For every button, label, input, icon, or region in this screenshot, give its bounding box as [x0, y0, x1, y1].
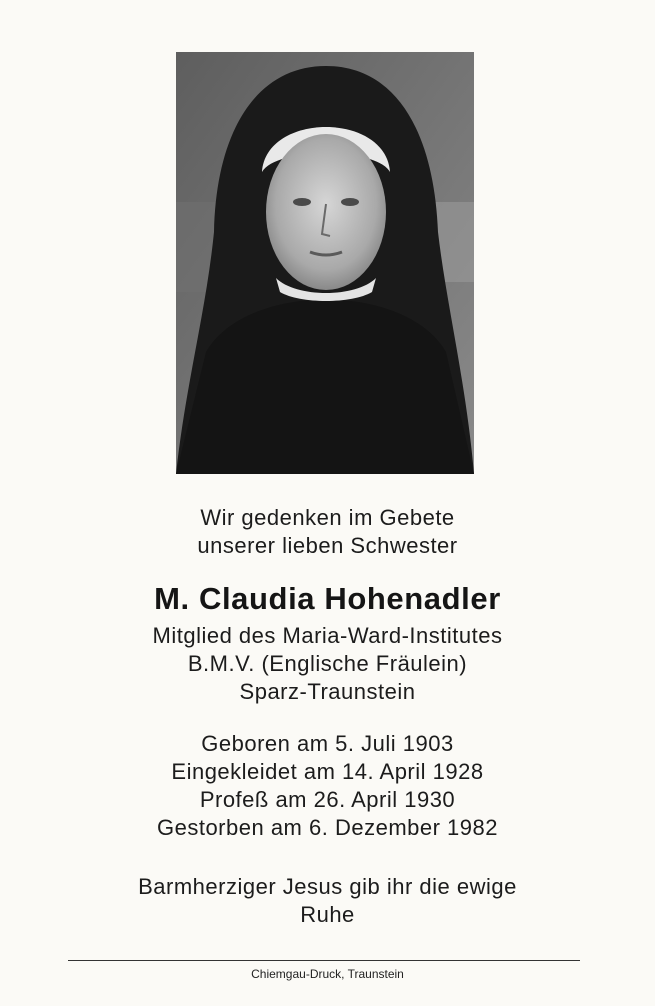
- portrait-photo: [176, 52, 474, 474]
- membership-line-2: B.M.V. (Englische Fräulein): [187, 651, 468, 676]
- deceased-name: M. Claudia Hohenadler: [154, 581, 501, 616]
- intro-text: [0, 504, 655, 560]
- intro-line-1: Wir gedenken im Gebete: [200, 505, 455, 530]
- prayer-line-2: Ruhe: [300, 902, 355, 927]
- membership-line-3: Sparz-Traunstein: [239, 679, 416, 704]
- date-clothed: Eingekleidet am 14. April 1928: [171, 759, 484, 784]
- prayer-line-1: Barmherziger Jesus gib ihr die ewige: [138, 874, 517, 899]
- date-profession: Profeß am 26. April 1930: [199, 787, 456, 812]
- printer-credit: Chiemgau-Druck, Traunstein: [251, 967, 404, 981]
- life-dates: [0, 730, 655, 842]
- prayer-text: [0, 873, 655, 929]
- date-died: Gestorben am 6. Dezember 1982: [156, 815, 498, 840]
- intro-line-2: unserer lieben Schwester: [197, 533, 458, 558]
- membership-line-1: Mitglied des Maria-Ward-Institutes: [152, 623, 503, 648]
- membership-text: [0, 622, 655, 706]
- date-born: Geboren am 5. Juli 1903: [201, 731, 454, 756]
- divider-line: [68, 960, 580, 961]
